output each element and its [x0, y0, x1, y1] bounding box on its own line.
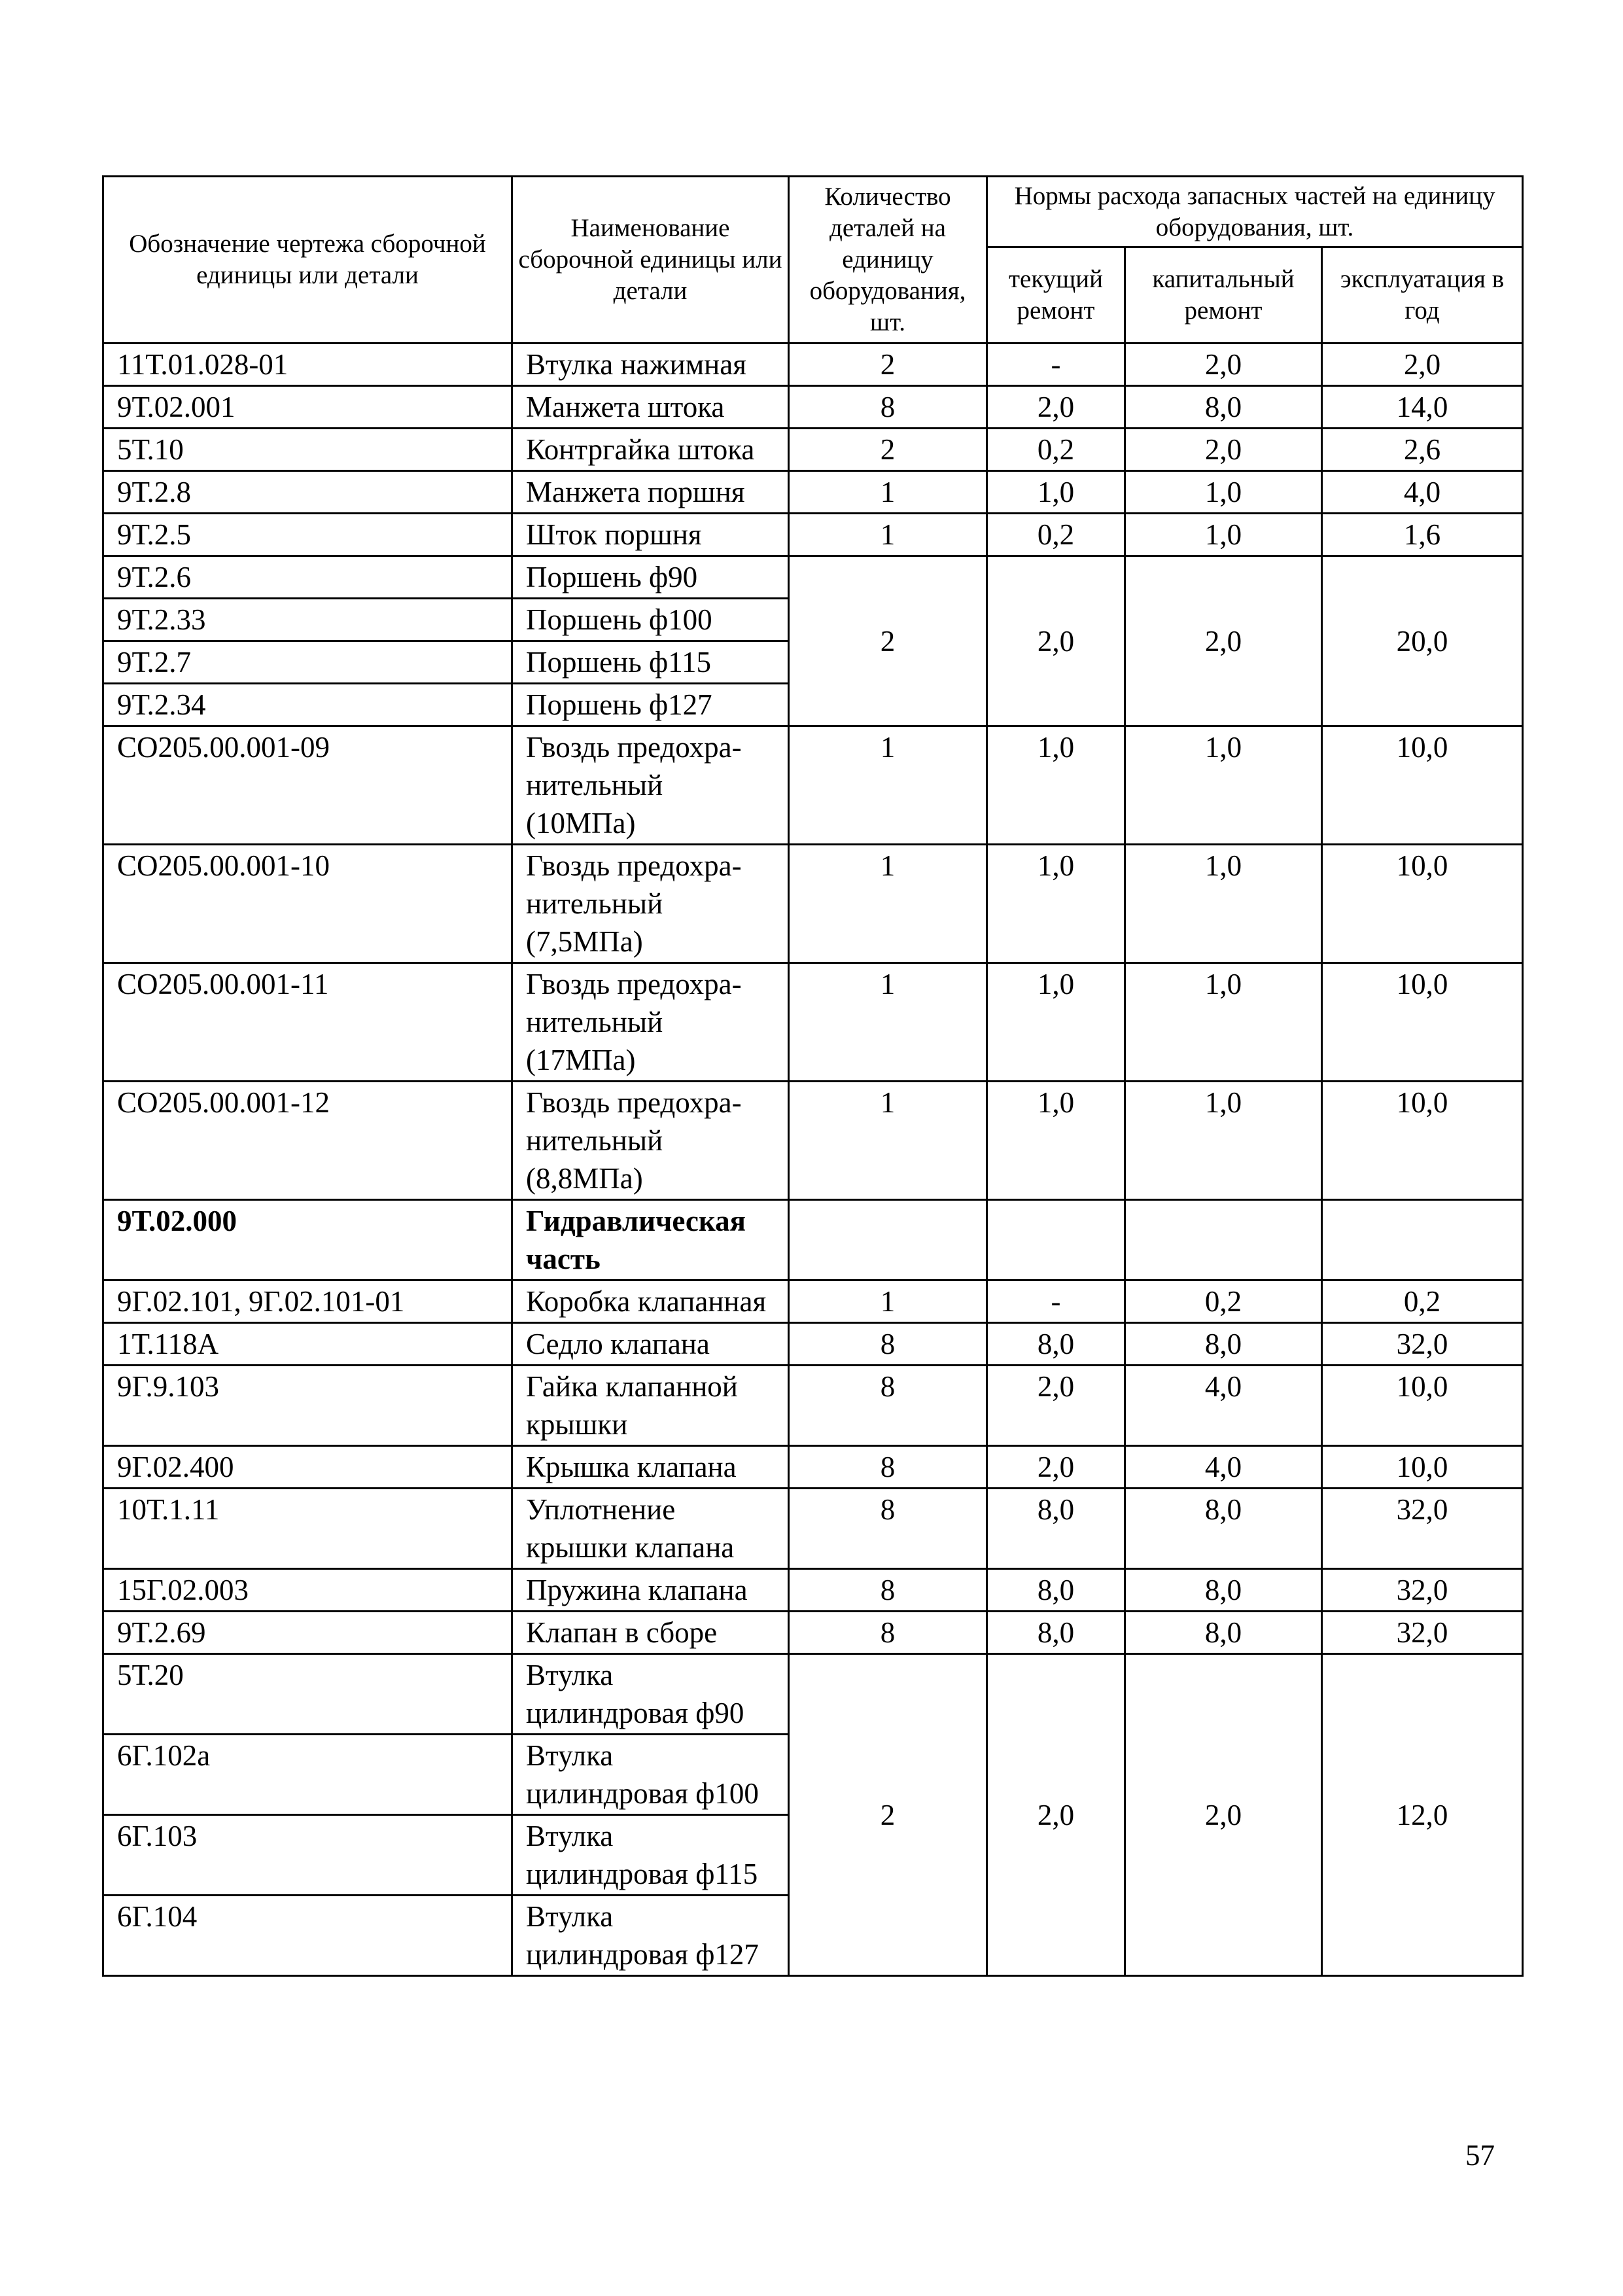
cell-yearly: 14,0 — [1322, 386, 1523, 429]
col-drawing-header: Обозначение чертежа сборочной единицы или детали — [103, 177, 512, 344]
cell-empty — [1125, 1200, 1322, 1280]
cell-current: 1,0 — [987, 726, 1125, 845]
table-row — [103, 471, 1523, 514]
cell-capital: 2,0 — [1125, 556, 1322, 726]
cell-current: 1,0 — [987, 1082, 1125, 1200]
cell-name: Контргайка штока — [512, 429, 789, 471]
cell-qty: 2 — [789, 429, 987, 471]
cell-drawing: СО205.00.001-09 — [103, 726, 512, 845]
cell-name: Крышка клапана — [512, 1446, 789, 1489]
cell-qty: 1 — [789, 1082, 987, 1200]
cell-yearly: 2,6 — [1322, 429, 1523, 471]
cell-qty: 1 — [789, 963, 987, 1082]
cell-yearly: 4,0 — [1322, 471, 1523, 514]
cell-drawing: 5Т.10 — [103, 429, 512, 471]
cell-current: 1,0 — [987, 471, 1125, 514]
cell-capital: 1,0 — [1125, 963, 1322, 1082]
cell-capital: 8,0 — [1125, 386, 1322, 429]
cell-qty: 8 — [789, 1569, 987, 1612]
cell-name: Поршень ф100 — [512, 599, 789, 641]
cell-current: - — [987, 344, 1125, 386]
table-row — [103, 726, 1523, 845]
cell-name: Гвоздь предохра-нительный (17МПа) — [512, 963, 789, 1082]
cell-name: Гвоздь предохра-нительный (8,8МПа) — [512, 1082, 789, 1200]
cell-current: 8,0 — [987, 1612, 1125, 1654]
cell-qty: 8 — [789, 1366, 987, 1446]
cell-capital: 1,0 — [1125, 726, 1322, 845]
cell-capital: 2,0 — [1125, 1654, 1322, 1976]
cell-capital: 8,0 — [1125, 1489, 1322, 1569]
cell-drawing: 6Г.104 — [103, 1896, 512, 1976]
cell-yearly: 32,0 — [1322, 1323, 1523, 1366]
cell-qty: 8 — [789, 1612, 987, 1654]
table-row — [103, 1612, 1523, 1654]
table-body — [103, 344, 1523, 1976]
table-row — [103, 514, 1523, 556]
table-row — [103, 1446, 1523, 1489]
table-row — [103, 845, 1523, 963]
cell-drawing: 9Т.2.5 — [103, 514, 512, 556]
col-name-header: Наименование сборочной единицы или детали — [512, 177, 789, 344]
cell-capital: 8,0 — [1125, 1569, 1322, 1612]
cell-yearly: 32,0 — [1322, 1612, 1523, 1654]
cell-empty — [987, 1200, 1125, 1280]
cell-name: Уплотнение крышки клапана — [512, 1489, 789, 1569]
section-name: Гидравлическая часть — [512, 1200, 789, 1280]
col-norms-header: Нормы расхода запасных частей на единицу оборудования, шт. — [987, 177, 1523, 247]
cell-current: 8,0 — [987, 1489, 1125, 1569]
table-row — [103, 386, 1523, 429]
cell-name: Втулка нажимная — [512, 344, 789, 386]
table-row — [103, 1654, 1523, 1735]
cell-yearly: 10,0 — [1322, 1366, 1523, 1446]
col-qty-header: Количество деталей на единицу оборудования, шт. — [789, 177, 987, 344]
section-row — [103, 1200, 1523, 1280]
cell-drawing: 9Г.9.103 — [103, 1366, 512, 1446]
cell-name: Гвоздь предохра-нительный (10МПа) — [512, 726, 789, 845]
cell-name: Гайка клапанной крышки — [512, 1366, 789, 1446]
cell-yearly: 32,0 — [1322, 1489, 1523, 1569]
col-capital-header: капитальный ремонт — [1125, 247, 1322, 344]
cell-qty: 1 — [789, 845, 987, 963]
cell-yearly: 1,6 — [1322, 514, 1523, 556]
col-current-header: текущий ремонт — [987, 247, 1125, 344]
table-row — [103, 1280, 1523, 1323]
cell-yearly: 32,0 — [1322, 1569, 1523, 1612]
cell-drawing: 5Т.20 — [103, 1654, 512, 1735]
cell-drawing: СО205.00.001-11 — [103, 963, 512, 1082]
cell-current: 1,0 — [987, 963, 1125, 1082]
cell-capital: 2,0 — [1125, 344, 1322, 386]
cell-qty: 2 — [789, 344, 987, 386]
cell-capital: 8,0 — [1125, 1323, 1322, 1366]
table-row — [103, 963, 1523, 1082]
cell-qty: 1 — [789, 726, 987, 845]
cell-current: 2,0 — [987, 556, 1125, 726]
cell-drawing: 15Г.02.003 — [103, 1569, 512, 1612]
cell-name: Втулка цилиндровая ф127 — [512, 1896, 789, 1976]
cell-qty: 8 — [789, 1323, 987, 1366]
cell-current: 2,0 — [987, 386, 1125, 429]
table-row — [103, 556, 1523, 599]
cell-current: 1,0 — [987, 845, 1125, 963]
cell-yearly: 20,0 — [1322, 556, 1523, 726]
cell-drawing: СО205.00.001-10 — [103, 845, 512, 963]
cell-name: Манжета поршня — [512, 471, 789, 514]
cell-capital: 8,0 — [1125, 1612, 1322, 1654]
cell-name: Поршень ф127 — [512, 684, 789, 726]
cell-drawing: 9Т.2.7 — [103, 641, 512, 684]
table-row — [103, 1323, 1523, 1366]
cell-current: 8,0 — [987, 1569, 1125, 1612]
cell-name: Поршень ф90 — [512, 556, 789, 599]
cell-drawing: 9Т.2.69 — [103, 1612, 512, 1654]
cell-name: Втулка цилиндровая ф115 — [512, 1815, 789, 1896]
cell-current: 2,0 — [987, 1654, 1125, 1976]
cell-capital: 4,0 — [1125, 1446, 1322, 1489]
cell-name: Пружина клапана — [512, 1569, 789, 1612]
table-row — [103, 1082, 1523, 1200]
cell-capital: 1,0 — [1125, 514, 1322, 556]
cell-drawing: 9Т.2.34 — [103, 684, 512, 726]
cell-current: 0,2 — [987, 429, 1125, 471]
cell-yearly: 10,0 — [1322, 1446, 1523, 1489]
parts-norms-sheet — [102, 175, 1522, 1977]
cell-name: Коробка клапанная — [512, 1280, 789, 1323]
cell-name: Втулка цилиндровая ф90 — [512, 1654, 789, 1735]
cell-current: 2,0 — [987, 1446, 1125, 1489]
cell-current: 8,0 — [987, 1323, 1125, 1366]
cell-qty: 1 — [789, 1280, 987, 1323]
cell-name: Гвоздь предохра-нительный (7,5МПа) — [512, 845, 789, 963]
cell-drawing: 9Т.2.6 — [103, 556, 512, 599]
cell-current: 0,2 — [987, 514, 1125, 556]
cell-yearly: 0,2 — [1322, 1280, 1523, 1323]
table-row — [103, 1366, 1523, 1446]
cell-empty — [1322, 1200, 1523, 1280]
cell-yearly: 10,0 — [1322, 1082, 1523, 1200]
cell-qty: 1 — [789, 471, 987, 514]
spare-parts-table — [102, 175, 1524, 1977]
cell-yearly: 10,0 — [1322, 845, 1523, 963]
cell-capital: 0,2 — [1125, 1280, 1322, 1323]
cell-capital: 2,0 — [1125, 429, 1322, 471]
cell-qty: 2 — [789, 556, 987, 726]
cell-drawing: 9Г.02.400 — [103, 1446, 512, 1489]
cell-capital: 1,0 — [1125, 471, 1322, 514]
cell-qty: 1 — [789, 514, 987, 556]
cell-empty — [789, 1200, 987, 1280]
cell-name: Шток поршня — [512, 514, 789, 556]
table-row — [103, 1489, 1523, 1569]
cell-yearly: 10,0 — [1322, 963, 1523, 1082]
cell-name: Поршень ф115 — [512, 641, 789, 684]
cell-name: Клапан в сборе — [512, 1612, 789, 1654]
cell-current: - — [987, 1280, 1125, 1323]
col-yearly-header: эксплуатация в год — [1322, 247, 1523, 344]
cell-drawing: СО205.00.001-12 — [103, 1082, 512, 1200]
cell-qty: 8 — [789, 1446, 987, 1489]
cell-yearly: 2,0 — [1322, 344, 1523, 386]
cell-drawing: 11Т.01.028-01 — [103, 344, 512, 386]
cell-drawing: 9Т.2.33 — [103, 599, 512, 641]
cell-qty: 8 — [789, 1489, 987, 1569]
cell-name: Седло клапана — [512, 1323, 789, 1366]
cell-drawing: 9Г.02.101, 9Г.02.101-01 — [103, 1280, 512, 1323]
cell-capital: 1,0 — [1125, 1082, 1322, 1200]
section-drawing: 9Т.02.000 — [103, 1200, 512, 1280]
table-row — [103, 1569, 1523, 1612]
cell-drawing: 1Т.118А — [103, 1323, 512, 1366]
cell-drawing: 9Т.02.001 — [103, 386, 512, 429]
cell-yearly: 12,0 — [1322, 1654, 1523, 1976]
table-header — [103, 177, 1523, 344]
cell-qty: 2 — [789, 1654, 987, 1976]
cell-drawing: 10Т.1.11 — [103, 1489, 512, 1569]
cell-name: Манжета штока — [512, 386, 789, 429]
cell-name: Втулка цилиндровая ф100 — [512, 1735, 789, 1815]
cell-capital: 1,0 — [1125, 845, 1322, 963]
cell-current: 2,0 — [987, 1366, 1125, 1446]
cell-drawing: 6Г.102а — [103, 1735, 512, 1815]
cell-drawing: 9Т.2.8 — [103, 471, 512, 514]
page-number: 57 — [1465, 2139, 1495, 2172]
table-row — [103, 429, 1523, 471]
cell-capital: 4,0 — [1125, 1366, 1322, 1446]
cell-yearly: 10,0 — [1322, 726, 1523, 845]
table-row — [103, 344, 1523, 386]
cell-qty: 8 — [789, 386, 987, 429]
cell-drawing: 6Г.103 — [103, 1815, 512, 1896]
